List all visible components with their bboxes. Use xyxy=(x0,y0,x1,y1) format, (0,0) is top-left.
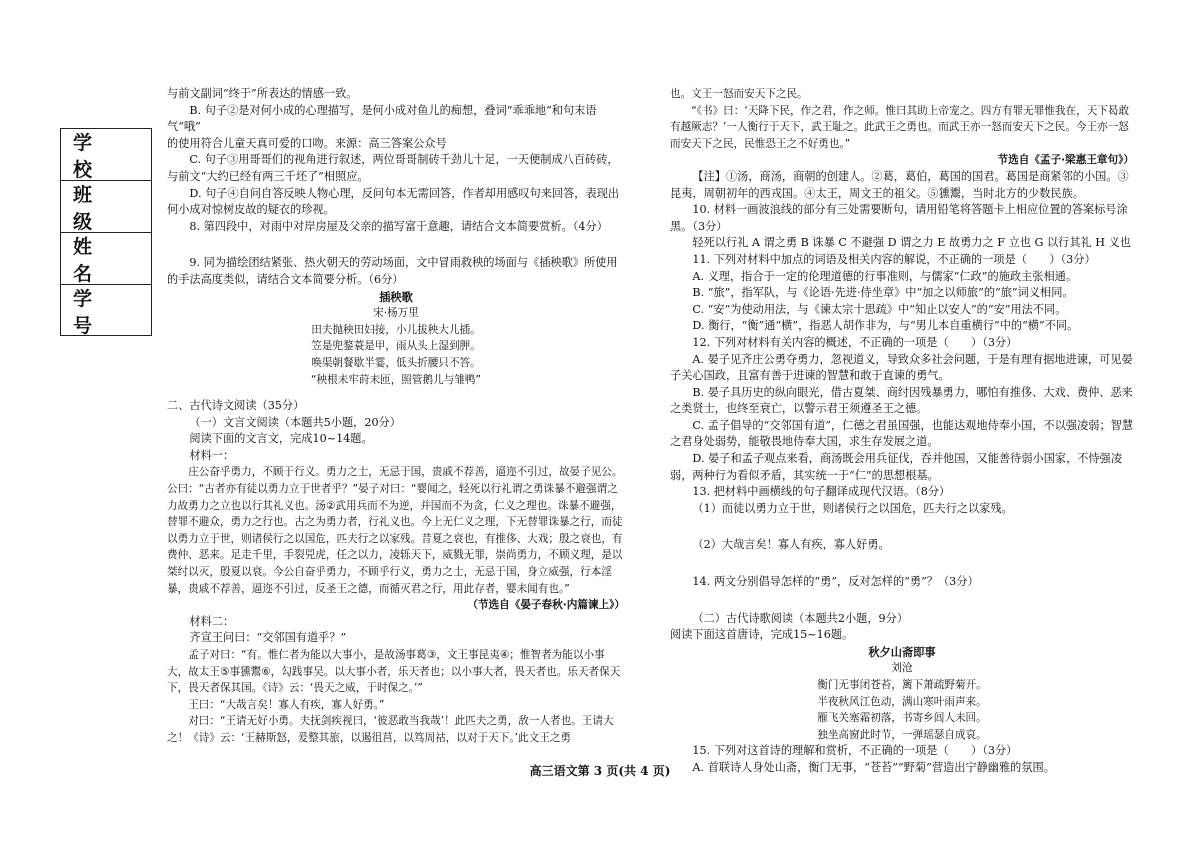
poem-author: 刘沧 xyxy=(891,662,913,675)
page-footer: 高三语文第 3 页(共 4 页) xyxy=(529,764,671,778)
name-label: 姓 名 xyxy=(61,233,151,285)
question-14: 14. 两文分别倡导怎样的“勇”，反对怎样的“勇”？（3分） xyxy=(692,575,979,589)
text-block: “《书》曰：‘天降下民，作之君，作之师。惟曰其助上帝宠之。四方有罪无罪惟我在，天下曷敢有越厥志？’一人衡行于天下，武王耻之。此武王之勇也。而武王亦一怒而安天下之民。今王亦一怒而安天下之民，民惟恐王之不好勇也。” xyxy=(670,104,1130,150)
option-c: C. “安”为使动用法，与《谏太宗十思疏》中“知止以安人”的“安”用法不同。 xyxy=(692,302,1067,316)
source-note: 节选自《孟子·梁惠王章句》） xyxy=(997,154,1134,167)
question-8: 8. 第四段中，对雨中对岸房屋及父亲的描写富于意趣，请结合文本简要赏析。（4分） xyxy=(189,219,608,233)
student-info-box xyxy=(60,128,152,336)
material-1-label: 材料一： xyxy=(189,448,235,462)
question-10: 10. 材料一画波浪线的部分有三处需要断句，请用铅笔将答题卡上相应位置的答案标号涂黑。（3分） xyxy=(670,203,1128,233)
text-line: 的使用符合儿童天真可爱的口吻。来源：高三答案公众号 xyxy=(167,136,447,150)
material-2-label: 材料二： xyxy=(189,614,235,628)
subsection-heading: （一）文言文阅读（本题共5小题，20分） xyxy=(189,415,401,429)
option-d: D. 晏子和孟子观点来看，商汤既会用兵征伐，吞并他国，又能善待弱小国家，不恃强凌弱，两种行为看似矛盾，其实统一于“仁”的思想根基。 xyxy=(670,452,1123,482)
poem-line: 独坐高窗此时节，一弹瑶瑟自成哀。 xyxy=(817,728,987,741)
option-b: B. 句子②是对何小成的心理描写，是何小成对鱼儿的痴想，叠词“乖乖地”和句末语气“哦” xyxy=(167,103,597,134)
option-a: A. 义理，指合于一定的伦理道德的行事准则，与儒家“仁政”的施政主张相通。 xyxy=(692,269,1078,283)
poem-line: 田夫抛秧田妇接，小儿拔秧大儿插。 xyxy=(311,323,481,336)
instruction: 阅读下面的文言文，完成10~14题。 xyxy=(189,432,373,446)
question-13-item-1: （1）而徒以勇力立于世，则诸侯行之以国危，匹夫行之以家残。 xyxy=(692,501,1013,515)
poem-line: 衡门无事闭苍苔，篱下萧疏野菊开。 xyxy=(817,679,987,691)
poem-line: “秧根未牢莳未匝，照管鹅儿与雏鸭” xyxy=(311,373,481,386)
question-13: 13. 把材料中画横线的句子翻译成现代汉语。（8分） xyxy=(692,485,951,499)
poem-title: 秋夕山斋即事 xyxy=(868,644,936,659)
text-line: 与前文副词“终于”所表达的情感一致。 xyxy=(167,87,358,100)
question-10-options: 轻死以行礼 A 谓之勇 B 诛暴 C 不避强 D 谓之力 E 故勇力之 F 立也 G 以行其礼 H 义也 xyxy=(692,236,1131,250)
annotation-note: 【注】①汤，商汤，商朝的创建人。②葛，葛伯，葛国的国君。葛国是商紧邻的小国。③昆夷，周朝初年的西戎国。④太王，周文王的祖父。⑤獯鬻，当时北方的少数民族。 xyxy=(670,169,1129,200)
text-line: 的手法高度类似，请结合文本简要分析。（6分） xyxy=(167,272,404,286)
poem-line: 半夜秋风江色动，满山寒叶雨声来。 xyxy=(817,695,987,708)
poem-title: 插秧歌 xyxy=(379,289,413,304)
material-2-text: 孟子对曰：“有。惟仁者为能以大事小，是故汤事葛③，文王事昆夷④；惟智者为能以小事大，故太王⑤事獯鬻⑥，勾践事吴。以大事小者，乐天者也；以小事大者，畏天者也。乐天者保天下，畏天者保其国。《诗》云：‘畏天之威，于时保之。’” xyxy=(167,649,621,695)
question-15: 15. 下列对这首诗的理解和赏析，不正确的一项是（ ）（3分） xyxy=(692,744,1018,758)
material-1-text: 庄公奋乎勇力，不顾于行义。勇力之士，无忌于国，贵戚不荐善，逼迩不引过，故晏子见公。公曰：“古者亦有徒以勇力立于世者乎？”晏子对曰：“婴闻之，轻死以行礼谓之勇诛暴不避强谓之力故勇力之立也以行其礼义也。汤②武用兵而不为逆，并国而不为贪，仁义之理也。诛暴不避强，替罪不避众，勇力之行也。古之为勇力者，行礼义也。今上无仁义之理，下无替罪诛暴之行，而徒以勇力立于世，则诸侯行之以国危，匹夫行之以家残。昔夏之衰也，有推侈、大戏；殷之衰也，有费仲、恶来。足走千里，手裂兕虎，任之以力，凌轹天下，威戮无罪，崇尚勇力，不顾义理，是以桀纣以灭，殷夏以衰。今公自奋乎勇力，不顾乎行义，勇力之士，无忌于国，身立威强，行本淫暴，贵戚不荐善，逼迩不引过，反圣王之德，而循灭君之行，用此存者，婴未闻有也。” xyxy=(167,466,623,595)
question-13-item-2: （2）大哉言矣！寡人有疾，寡人好勇。 xyxy=(692,538,890,552)
option-b: B. 晏子具历史的纵向眼光，借古夏桀、商纣因残暴勇力，哪怕有推侈、大戏、费仲、恶来之类贤士，也终至衰亡，以警示君王须遵圣王之德。 xyxy=(670,385,1133,416)
poem-line: 雁飞关塞霜初落，书寄乡闾人未回。 xyxy=(817,712,987,725)
option-c: C. 孟子倡导的“交邻国有道”，仁德之君虽国强，也能达观地侍奉小国，不以强凌弱；智慧之君身处弱势，能敬畏地侍奉大国，求生存发展之道。 xyxy=(670,418,1134,449)
poem-author: 宋·杨万里 xyxy=(373,307,419,320)
instruction: 阅读下面这首唐诗，完成15~16题。 xyxy=(670,628,854,642)
left-column xyxy=(167,86,625,747)
section-heading: 二、古代诗文阅读（35分） xyxy=(167,399,305,413)
school-label: 学 校 xyxy=(61,129,151,181)
option-d: D. 衡行，“衡”通“横”，指恶人胡作非为，与“男儿本自重横行”中的“横”不同。 xyxy=(692,319,1079,333)
question-9: 9. 同为描绘团结紧张、热火朝天的劳动场面，文中冒雨救秧的场面与《插秧歌》所使用 xyxy=(189,256,618,270)
right-column xyxy=(670,86,1134,777)
poem-line: 笠是兜鍪蓑是甲，雨从头上湿到胛。 xyxy=(311,340,481,353)
class-label: 班 级 xyxy=(61,181,151,233)
text-line: 对曰：“王请无好小勇。夫抚剑疾视曰，‘彼恶敢当我哉’！此匹夫之勇，敌一人者也。王请大之！《诗》云：‘王赫斯怒，爰整其旅，以遏徂莒，以笃周祜，以对于天下。’此文王之勇 xyxy=(167,715,614,744)
poem-line: 唤渠朝餐歇半霎，低头折腰只不答。 xyxy=(311,356,481,369)
option-a: A. 晏子见齐庄公勇夺勇力，忽视道义，导致众多社会问题，于是有理有据地进谏，可见晏子关心国政，且富有善于进谏的智慧和敢于直谏的勇气。 xyxy=(670,352,1133,383)
text-line: 也。文王一怒而安天下之民。 xyxy=(670,88,808,100)
source-note: （节选自《晏子春秋·内篇谏上》） xyxy=(467,599,625,612)
question-12: 12. 下列对材料有关内容的概述，不正确的一项是（ ）（3分） xyxy=(692,335,1018,349)
student-id-label: 学 号 xyxy=(73,288,107,337)
text-line: 王曰：“大哉言矣！寡人有疾，寡人好勇。” xyxy=(188,698,385,711)
option-d: D. 句子④自问自答反映人物心理，反问句本无需回答，作者却用感叹句来回答，表现出 xyxy=(189,186,620,200)
option-b: B. “旅”，指军队，与《论语·先进·侍坐章》中“加之以师旅”的“旅”词义相同。 xyxy=(692,286,1074,300)
subsection-heading: （二）古代诗歌阅读（本题共2小题，9分） xyxy=(692,611,909,625)
question-11: 11. 下列对材料中加点的词语及相关内容的解说，不正确的一项是（ ）（3分） xyxy=(692,252,1096,266)
text-line: 与前文“大约已经有两三千坯了”相照应。 xyxy=(167,169,369,183)
option-c: C. 句子③用哥哥们的视角进行叙述，两位哥哥制砖千劲儿十足，一天便制成八百砖砖， xyxy=(189,153,619,167)
text-line: 齐宣王问曰：“交邻国有道乎？” xyxy=(189,631,347,645)
option-a: A. 首联诗人身处山斋，衡门无事，“苍苔”“野菊”营造出宁静幽雅的氛围。 xyxy=(692,760,1055,774)
text-line: 何小成对惊树皮故的疑衣的珍视。 xyxy=(167,203,335,217)
